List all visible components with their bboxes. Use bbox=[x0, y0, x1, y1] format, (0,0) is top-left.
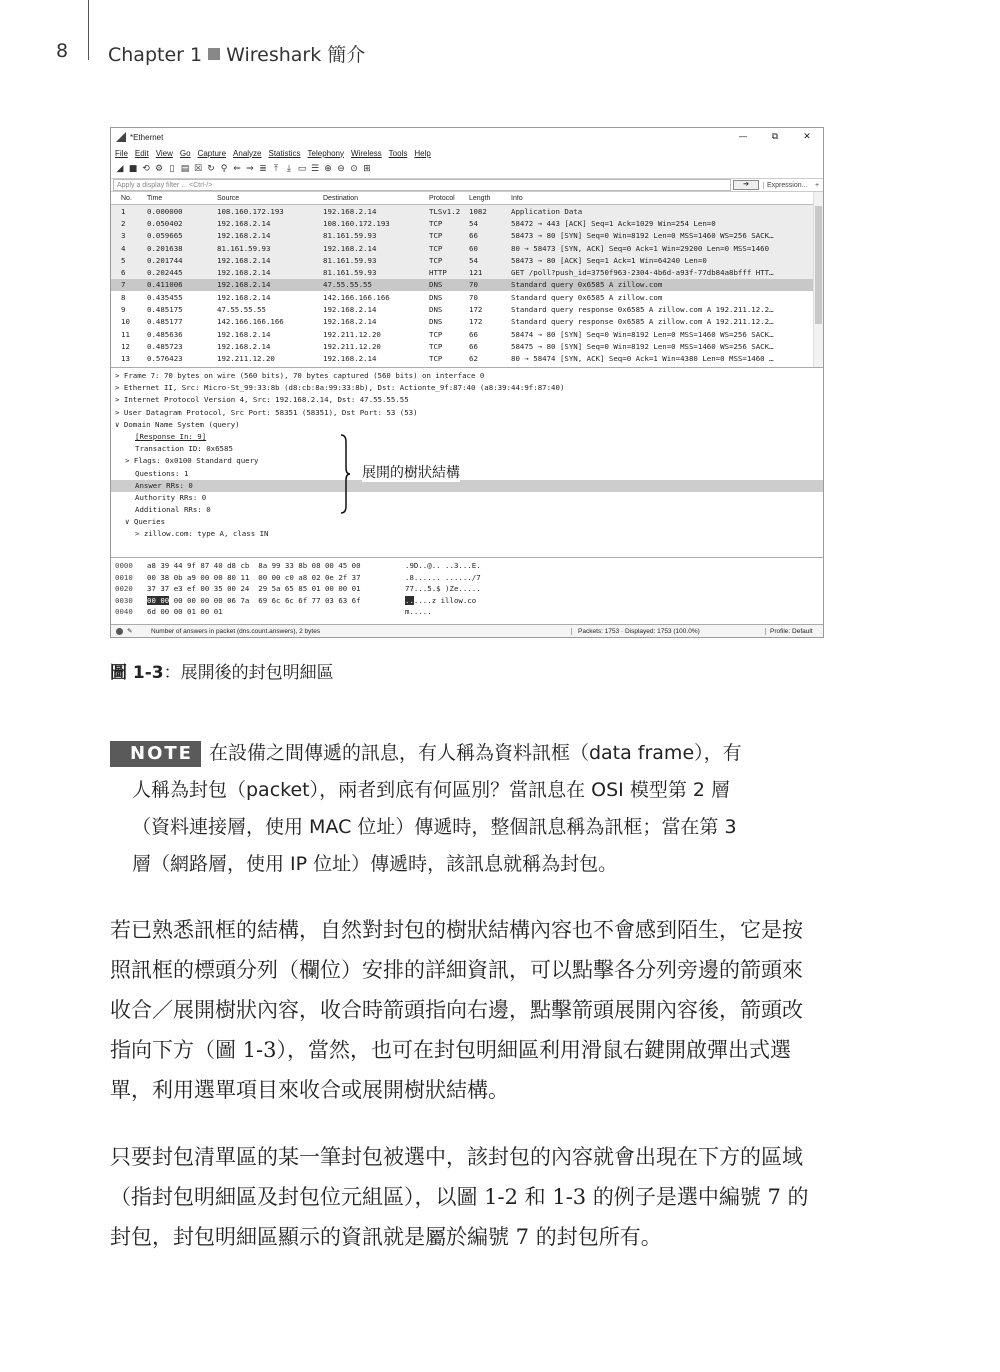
packet-cell: TCP bbox=[429, 255, 443, 265]
highlighted-bytes: 00 00 bbox=[147, 595, 170, 605]
packet-rows bbox=[111, 205, 823, 365]
note-line: 層（網路層，使用 IP 位址）傳遞時，該訊息就稱為封包。 bbox=[132, 853, 618, 875]
packet-cell: 0.485177 bbox=[147, 317, 183, 327]
packet-cell: 58473 → 80 [ACK] Seq=1 Ack=1 Win=64240 Len=0 bbox=[511, 255, 707, 265]
packet-cell: 12 bbox=[121, 341, 130, 351]
packet-bytes bbox=[111, 558, 823, 624]
resize-columns-icon[interactable]: ⊞ bbox=[363, 164, 371, 174]
paragraph-line: 單，利用選單項目來收合或展開樹狀結構。 bbox=[110, 1078, 509, 1102]
main-toolbar bbox=[111, 160, 823, 178]
packet-cell: 58474 → 80 [SYN] Seq=0 Win=8192 Len=0 MSS=1460 WS=256 SACK… bbox=[511, 329, 774, 339]
packet-cell: Standard query 0x6585 A zillow.com bbox=[511, 292, 663, 302]
status-message: Number of answers in packet (dns.count.answers), 2 bytes bbox=[151, 627, 321, 635]
packet-cell: Standard query 0x6585 A zillow.com bbox=[511, 280, 663, 290]
packet-cell: 192.211.12.20 bbox=[323, 329, 381, 339]
zoom-out-icon[interactable]: ⊖ bbox=[337, 164, 345, 174]
packet-cell: 9 bbox=[121, 305, 126, 315]
tree-node-query-zillow[interactable]: > zillow.com: type A, class IN bbox=[135, 529, 269, 539]
packet-cell: TCP bbox=[429, 354, 443, 364]
packet-cell: 2 bbox=[121, 218, 126, 228]
column-no[interactable]: No. bbox=[121, 194, 132, 202]
colorize-icon[interactable]: ☰ bbox=[310, 164, 320, 174]
close-file-icon[interactable]: ☒ bbox=[193, 164, 203, 174]
find-packet-icon[interactable]: ⚲ bbox=[220, 164, 228, 174]
last-packet-icon[interactable]: ⤓ bbox=[287, 164, 291, 174]
bytes-row: 0020 37 37 e3 ef 00 35 00 24 29 5a 65 85 01 00 00 01 77...5.$ )Ze..... bbox=[115, 584, 481, 593]
packet-details bbox=[111, 368, 823, 558]
packet-cell: 192.168.2.14 bbox=[217, 280, 271, 290]
packet-cell: 192.168.2.14 bbox=[323, 354, 377, 364]
paragraph-line: 照訊框的標頭分列（欄位）安排的詳細資訊，可以點擊各分列旁邊的箭頭來 bbox=[110, 958, 803, 982]
packet-cell: 47.55.55.55 bbox=[323, 280, 372, 290]
packet-row[interactable] bbox=[111, 205, 823, 217]
packet-cell: 10 bbox=[121, 317, 130, 327]
annotation-label: 展開的樹狀結構 bbox=[362, 462, 460, 482]
menu-statistics[interactable]: Statistics bbox=[268, 148, 301, 158]
packet-cell: 172 bbox=[469, 317, 483, 327]
packet-cell: 4 bbox=[121, 243, 126, 253]
packet-row[interactable] bbox=[111, 303, 823, 315]
packet-cell: 192.211.12.20 bbox=[217, 354, 275, 364]
packet-cell: 192.168.2.14 bbox=[323, 305, 377, 315]
stop-capture-icon[interactable]: ■ bbox=[128, 164, 138, 174]
paragraph-line: 封包，封包明細區顯示的資訊就是屬於編號 7 的封包所有。 bbox=[110, 1225, 662, 1249]
packet-cell: 60 bbox=[469, 243, 478, 253]
packet-cell: DNS bbox=[429, 292, 443, 302]
packet-row[interactable] bbox=[111, 328, 823, 340]
packet-row[interactable] bbox=[111, 266, 823, 278]
packet-cell: 70 bbox=[469, 292, 478, 302]
go-back-icon[interactable]: ⇐ bbox=[233, 164, 241, 174]
packet-cell: TCP bbox=[429, 218, 443, 228]
packet-cell: 121 bbox=[469, 268, 483, 278]
packet-cell: 192.168.2.14 bbox=[217, 329, 271, 339]
bytes-row: 0040 6d 00 00 01 00 01 m..... bbox=[115, 607, 432, 616]
tree-node-queries[interactable]: ∨ Queries bbox=[125, 517, 166, 527]
packet-cell: 7 bbox=[121, 280, 126, 290]
packet-row[interactable] bbox=[111, 254, 823, 266]
packet-cell: 0.411006 bbox=[147, 280, 183, 290]
capture-options-icon[interactable]: ⚙ bbox=[154, 164, 164, 174]
display-filter-input[interactable]: Apply a display filter ... <Ctrl-/> bbox=[113, 179, 731, 191]
tree-node-udp[interactable]: > User Datagram Protocol, Src Port: 58351 (58351), Dst Port: 53 (53) bbox=[115, 407, 418, 417]
tree-node-frame[interactable]: > Frame 7: 70 bytes on wire (560 bits), 70 bytes captured (560 bits) on interface 0 bbox=[115, 371, 485, 380]
packet-list-header bbox=[111, 192, 823, 205]
figure-label: 圖 1-3 bbox=[110, 663, 164, 683]
packet-cell: 58473 → 80 [SYN] Seq=0 Win=8192 Len=0 MSS=1460 WS=256 SACK… bbox=[511, 231, 774, 241]
tree-node-ip[interactable]: > Internet Protocol Version 4, Src: 192.168.2.14, Dst: 47.55.55.55 bbox=[115, 395, 409, 405]
packet-cell: 58475 → 80 [SYN] Seq=0 Win=8192 Len=0 MSS=1460 WS=256 SACK… bbox=[511, 341, 774, 351]
tree-node-ethernet[interactable]: > Ethernet II, Src: Micro-St_99:33:8b (d8:cb:8a:99:33:8b), Dst: Actionte_9f:87:40 (a8:39:44:9f:87:40) bbox=[115, 383, 565, 393]
tree-leaf-questions[interactable]: Questions: 1 bbox=[135, 468, 189, 478]
column-destination[interactable]: Destination bbox=[323, 194, 359, 202]
open-file-icon[interactable]: ▯ bbox=[169, 164, 175, 174]
packet-cell: 192.168.2.14 bbox=[217, 218, 271, 228]
caption-text: ：展開後的封包明細區 bbox=[163, 663, 334, 683]
expert-info-icon[interactable] bbox=[116, 628, 123, 635]
column-source[interactable]: Source bbox=[217, 194, 240, 202]
bytes-row: 0000 a8 39 44 9f 87 40 d8 cb 8a 99 33 8b 08 00 45 00 .9D..@.. ..3...E. bbox=[115, 561, 481, 570]
maximize-button[interactable]: ⧉ bbox=[771, 132, 779, 142]
packet-row[interactable] bbox=[111, 230, 823, 242]
packet-cell: TLSv1.2 bbox=[429, 206, 461, 216]
packet-cell: 8 bbox=[121, 292, 126, 302]
page-number: 8 bbox=[56, 40, 69, 62]
menu-file[interactable]: File bbox=[115, 148, 128, 158]
note-tag: NOTE bbox=[110, 741, 201, 767]
packet-cell: 81.161.59.93 bbox=[323, 231, 377, 241]
menu-edit[interactable]: Edit bbox=[134, 148, 149, 158]
tree-leaf-additional-rrs[interactable]: Additional RRs: 0 bbox=[135, 505, 211, 515]
packet-cell: 192.168.2.14 bbox=[217, 231, 271, 241]
menu-view[interactable]: View bbox=[155, 148, 173, 158]
paragraph-line: 若已熟悉訊框的結構，自然對封包的樹狀結構內容也不會感到陌生，它是按 bbox=[110, 918, 803, 942]
menu-bar bbox=[111, 146, 823, 160]
packet-cell: Application Data bbox=[511, 206, 583, 216]
title-bar bbox=[111, 128, 823, 146]
packet-cell: 108.160.172.193 bbox=[217, 206, 284, 216]
column-protocol[interactable]: Protocol bbox=[429, 194, 455, 202]
column-length[interactable]: Length bbox=[469, 194, 491, 202]
packet-cell: 142.166.166.166 bbox=[323, 292, 390, 302]
menu-wireless[interactable]: Wireless bbox=[351, 148, 382, 158]
zoom-normal-icon[interactable]: ⊙ bbox=[350, 164, 358, 174]
packet-cell: 54 bbox=[469, 218, 478, 228]
packet-cell: 62 bbox=[469, 354, 478, 364]
square-bullet-icon bbox=[208, 48, 220, 60]
packet-cell: 1 bbox=[121, 206, 126, 216]
go-to-packet-icon[interactable]: ≣ bbox=[259, 164, 267, 174]
packet-cell: 13 bbox=[121, 354, 130, 364]
minimize-button[interactable]: — bbox=[738, 132, 748, 142]
tree-leaf-transaction-id[interactable]: Transaction ID: 0x6585 bbox=[135, 444, 233, 454]
packet-cell: 0.485636 bbox=[147, 329, 183, 339]
packet-cell: TCP bbox=[429, 231, 443, 241]
packet-cell: 58472 → 443 [ACK] Seq=1 Ack=1029 Win=254 Len=0 bbox=[511, 218, 716, 228]
packet-cell: DNS bbox=[429, 305, 443, 315]
tree-node-flags[interactable]: > Flags: 0x0100 Standard query bbox=[125, 456, 259, 466]
packet-row[interactable] bbox=[111, 291, 823, 303]
note-line: 人稱為封包（packet），兩者到底有何區別？當訊息在 OSI 模型第 2 層 bbox=[132, 779, 730, 801]
packet-cell: 0.201638 bbox=[147, 243, 183, 253]
save-file-icon[interactable]: ▤ bbox=[180, 164, 190, 174]
profile-selector[interactable]: Profile: Default bbox=[765, 628, 823, 635]
body-paragraph-1 bbox=[110, 910, 880, 1110]
packet-cell: 81.161.59.93 bbox=[323, 268, 377, 278]
menu-tools[interactable]: Tools bbox=[388, 148, 408, 158]
header-rule bbox=[88, 0, 89, 60]
first-packet-icon[interactable]: ⤒ bbox=[274, 164, 278, 174]
autoscroll-icon[interactable]: ▭ bbox=[297, 164, 307, 174]
packet-cell: TCP bbox=[429, 329, 443, 339]
packet-cell: 192.168.2.14 bbox=[217, 268, 271, 278]
display-filter-bar bbox=[111, 178, 823, 192]
packet-row[interactable] bbox=[111, 242, 823, 254]
packet-cell: TCP bbox=[429, 341, 443, 351]
scrollbar-thumb[interactable] bbox=[815, 206, 822, 324]
packet-cell: 0.576423 bbox=[147, 354, 183, 364]
paragraph-line: （指封包明細區及封包位元組區），以圖 1-2 和 1-3 的例子是選中編號 7 的 bbox=[110, 1185, 809, 1209]
packet-cell: 47.55.55.55 bbox=[217, 305, 266, 315]
packet-cell: DNS bbox=[429, 317, 443, 327]
running-header bbox=[108, 40, 365, 67]
menu-go[interactable]: Go bbox=[179, 148, 191, 158]
paragraph-line: 收合／展開樹狀內容，收合時箭頭指向右邊，點擊箭頭展開內容後，箭頭改 bbox=[110, 998, 803, 1022]
packet-cell: 0.201744 bbox=[147, 255, 183, 265]
menu-help[interactable]: Help bbox=[414, 148, 431, 158]
packet-cell: Standard query response 0x6585 A zillow.com A 192.211.12.2… bbox=[511, 317, 774, 327]
packet-cell: 172 bbox=[469, 305, 483, 315]
packet-row[interactable] bbox=[111, 353, 823, 365]
zoom-in-icon[interactable]: ⊕ bbox=[324, 164, 332, 174]
packet-row[interactable] bbox=[111, 217, 823, 229]
note-line: （資料連接層，使用 MAC 位址）傳遞時，整個訊息稱為訊框；當在第 3 bbox=[132, 816, 737, 838]
figure-caption bbox=[110, 658, 334, 683]
packet-cell: 1082 bbox=[469, 206, 487, 216]
packet-row[interactable] bbox=[111, 340, 823, 352]
packet-cell: 0.059665 bbox=[147, 231, 183, 241]
wireshark-window bbox=[110, 127, 824, 638]
body-paragraph-2 bbox=[110, 1137, 880, 1257]
menu-telephony[interactable]: Telephony bbox=[307, 148, 344, 158]
paragraph-line: 指向下方（圖 1-3），當然，也可在封包明細區利用滑鼠右鍵開啟彈出式選 bbox=[110, 1038, 791, 1062]
packet-cell: 0.485175 bbox=[147, 305, 183, 315]
bytes-row: 0010 00 38 0b a9 00 00 80 11 00 00 c0 a8 02 0e 2f 37 .8...... ....../7 bbox=[115, 572, 481, 582]
packet-cell: 0.485723 bbox=[147, 341, 183, 351]
packet-cell: 0.000000 bbox=[147, 206, 183, 216]
packet-cell: DNS bbox=[429, 280, 443, 290]
expression-button[interactable]: Expression... bbox=[763, 182, 811, 189]
packet-cell: GET /poll?push_id=3750f963-2304-4b6d-a93f-77db84a8bfff HTT… bbox=[511, 268, 774, 278]
packet-cell: 6 bbox=[121, 268, 126, 278]
packet-cell: 0.202445 bbox=[147, 268, 183, 278]
note-box bbox=[110, 735, 850, 883]
restart-capture-icon[interactable]: ⟲ bbox=[142, 164, 150, 174]
packet-cell: 142.166.166.166 bbox=[217, 317, 284, 327]
packet-list-scrollbar[interactable] bbox=[813, 192, 823, 367]
packet-cell: 3 bbox=[121, 231, 126, 241]
packet-cell: 5 bbox=[121, 255, 126, 265]
packet-count: Packets: 1753 · Displayed: 1753 (100.0%) bbox=[571, 628, 765, 635]
packet-cell: Standard query response 0x6585 A zillow.com A 192.211.12.2… bbox=[511, 305, 774, 315]
packet-cell: 192.168.2.14 bbox=[217, 255, 271, 265]
edit-comment-icon[interactable]: ✎ bbox=[127, 628, 133, 635]
packet-cell: 66 bbox=[469, 329, 478, 339]
packet-cell: 80 → 58474 [SYN, ACK] Seq=0 Ack=1 Win=4380 Len=0 MSS=1460 … bbox=[511, 354, 774, 364]
start-capture-icon[interactable]: ◢ bbox=[116, 164, 124, 174]
wireshark-fin-icon bbox=[116, 132, 126, 142]
packet-cell: 70 bbox=[469, 280, 478, 290]
add-filter-button[interactable]: + bbox=[814, 181, 820, 189]
packet-cell: 192.168.2.14 bbox=[323, 206, 377, 216]
column-info[interactable]: Info bbox=[511, 194, 523, 202]
brace-annotation bbox=[340, 434, 350, 514]
packet-row[interactable] bbox=[111, 316, 823, 328]
tree-leaf-response-in[interactable]: [Response In: 9] bbox=[135, 431, 207, 441]
window-title: *Ethernet bbox=[130, 132, 164, 142]
packet-cell: 80 → 58473 [SYN, ACK] Seq=0 Ack=1 Win=29200 Len=0 MSS=1460 bbox=[511, 243, 770, 253]
note-line: NOTE 在設備之間傳遞的訊息，有人稱為資料訊框（data frame），有 bbox=[110, 735, 850, 772]
packet-cell: 81.161.59.93 bbox=[323, 255, 377, 265]
packet-cell: 66 bbox=[469, 341, 478, 351]
paragraph-line: 只要封包清單區的某一筆封包被選中，該封包的內容就會出現在下方的區域 bbox=[110, 1145, 803, 1169]
menu-analyze[interactable]: Analyze bbox=[233, 148, 262, 158]
close-button[interactable]: ✕ bbox=[803, 132, 811, 142]
bytes-row: 0030 00 00 00 00 00 00 06 7a 69 6c 6c 6f 77 03 63 6f ......z illow.co bbox=[115, 595, 477, 605]
packet-cell: 54 bbox=[469, 255, 478, 265]
packet-cell: 66 bbox=[469, 231, 478, 241]
packet-row[interactable] bbox=[111, 279, 823, 291]
tree-node-dns[interactable]: ∨ Domain Name System (query) bbox=[115, 419, 240, 429]
menu-capture[interactable]: Capture bbox=[197, 148, 227, 158]
go-forward-icon[interactable]: ⇒ bbox=[246, 164, 254, 174]
packet-cell: 192.168.2.14 bbox=[323, 317, 377, 327]
tree-leaf-authority-rrs[interactable]: Authority RRs: 0 bbox=[135, 492, 207, 502]
packet-cell: 192.168.2.14 bbox=[217, 341, 271, 351]
packet-cell: 11 bbox=[121, 329, 130, 339]
packet-cell: 0.435455 bbox=[147, 292, 183, 302]
highlighted-ascii: .. bbox=[405, 595, 414, 605]
tree-leaf-answer-rrs[interactable]: Answer RRs: 0 bbox=[111, 480, 823, 492]
packet-cell: 81.161.59.93 bbox=[217, 243, 271, 253]
packet-cell: 0.050402 bbox=[147, 218, 183, 228]
chapter-title: Wireshark 簡介 bbox=[226, 44, 366, 66]
column-time[interactable]: Time bbox=[147, 194, 163, 202]
packet-cell: TCP bbox=[429, 243, 443, 253]
status-bar bbox=[111, 624, 823, 637]
packet-cell: HTTP bbox=[429, 268, 447, 278]
packet-cell: 192.168.2.14 bbox=[217, 292, 271, 302]
packet-cell: 108.160.172.193 bbox=[323, 218, 390, 228]
packet-cell: 192.211.12.20 bbox=[323, 341, 381, 351]
packet-cell: 192.168.2.14 bbox=[323, 243, 377, 253]
packet-list bbox=[111, 192, 823, 368]
chapter-label: Chapter 1 bbox=[108, 44, 203, 66]
filter-apply-arrow-icon[interactable]: ➔ bbox=[733, 180, 759, 190]
reload-icon[interactable]: ↻ bbox=[207, 164, 215, 174]
